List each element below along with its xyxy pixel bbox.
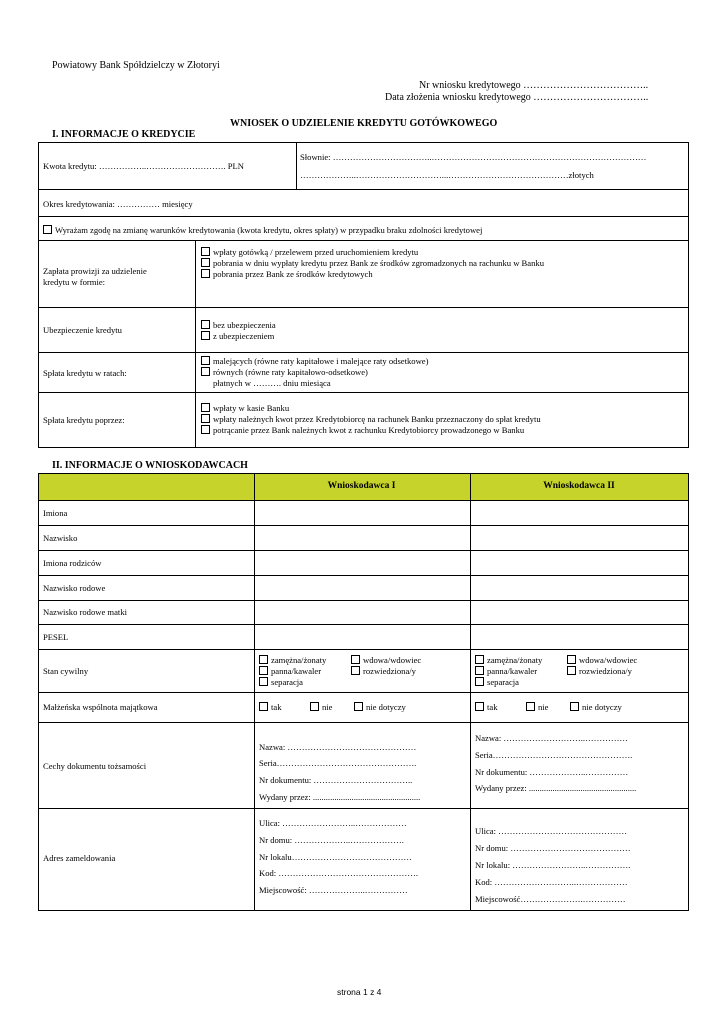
row-label: PESEL [43,632,69,642]
checkbox[interactable] [201,425,210,434]
installment-day-field[interactable]: płatnych w ………. dniu miesiąca [213,378,331,388]
applicant1-parents-names-input[interactable] [255,551,469,575]
consent-checkbox[interactable] [43,225,52,234]
postal-code-field[interactable]: Kod: ………………………..……………… [475,877,628,887]
marital-option[interactable]: rozwiedziona/y [351,666,416,676]
checkbox[interactable] [201,367,210,376]
marital-option[interactable]: panna/kawaler [475,666,537,676]
marital-option[interactable]: zamężna/żonaty [475,655,542,665]
checkbox[interactable] [475,666,484,675]
credit-amount-field[interactable]: Kwota kredytu: ……………..………………………. PLN [43,161,244,171]
checkbox[interactable] [259,702,268,711]
marital-option[interactable]: wdowa/wdowiec [567,655,637,665]
applicant2-birth-surname-input[interactable] [471,576,687,600]
marital-option[interactable]: separacja [475,677,519,687]
city-field[interactable]: Miejscowość………………….…………… [475,894,626,904]
checkbox[interactable] [201,258,210,267]
repayment-option[interactable]: potrącanie przez Bank należnych kwot z rachunku Kredytobiorcy prowadzonego w Banku [201,425,524,435]
marital-option[interactable]: rozwiedziona/y [567,666,632,676]
commission-label-1: Zapłata prowizji za udzielenie [43,266,147,276]
checkbox[interactable] [351,655,360,664]
page-number: strona 1 z 4 [337,987,382,997]
consent-checkbox-row[interactable]: Wyrażam zgodę na zmianę warunków kredytowania (kwota kredytu, okres spłaty) w przypadku braku zdolności kredytowej [43,225,482,235]
checkbox[interactable] [201,320,210,329]
id-name-field[interactable]: Nazwa: ………………………..…………… [475,733,629,743]
street-field[interactable]: Ulica: ……………………………………… [475,826,628,836]
checkbox[interactable] [259,677,268,686]
id-series-field[interactable]: Seria…………………………………………. [475,750,633,760]
flat-number-field[interactable]: Nr lokalu: ……………………..……………. [475,860,631,870]
marital-option[interactable]: wdowa/wdowiec [351,655,421,665]
applicant2-parents-names-input[interactable] [471,551,687,575]
insurance-option[interactable]: z ubezpieczeniem [201,331,274,341]
street-field[interactable]: Ulica: ……………………..……………… [259,818,407,828]
checkbox[interactable] [259,666,268,675]
id-number-field[interactable]: Nr dokumentu: ………………..…………… [475,767,629,777]
row-label: Nazwisko rodowe matki [43,607,128,617]
amount-in-words-line2[interactable]: ………………..…………………………...……………………………………złotych [300,170,594,180]
house-number-field[interactable]: Nr domu: …………………………………… [475,843,631,853]
checkbox[interactable] [259,655,268,664]
application-number: Nr wniosku kredytowego ……………………………….. [419,80,649,91]
row-label: Nazwisko [43,533,78,543]
applicant2-surname-input[interactable] [471,526,687,550]
row-label: Imiona [43,508,68,518]
property-option[interactable]: tak [259,702,282,712]
row-label: Imiona rodziców [43,558,102,568]
commission-option[interactable]: wpłaty gotówką / przelewem przed uruchomieniem kredytu [201,247,418,257]
id-issuer-field[interactable]: Wydany przez: .................................................. [259,792,421,802]
repayment-label: Spłata kredytu poprzez: [43,415,125,425]
property-option[interactable]: tak [475,702,498,712]
bank-name: Powiatowy Bank Spółdzielczy w Złotoryi [52,60,220,71]
marital-option[interactable]: panna/kawaler [259,666,321,676]
property-option[interactable]: nie dotyczy [354,702,406,712]
amount-in-words-line1[interactable]: Słownie: ……………………………..………………………………………………………………… [300,152,647,162]
checkbox[interactable] [310,702,319,711]
submission-date: Data złożenia wniosku kredytowego …………………………….. [385,92,649,103]
applicant1-birth-surname-input[interactable] [255,576,469,600]
checkbox[interactable] [475,677,484,686]
marital-status-label: Stan cywilny [43,666,89,676]
checkbox[interactable] [475,655,484,664]
checkbox[interactable] [201,331,210,340]
installments-option[interactable]: równych (równe raty kapitałowo-odsetkowe) [201,367,368,377]
checkbox[interactable] [526,702,535,711]
checkbox[interactable] [570,702,579,711]
marital-option[interactable]: separacja [259,677,303,687]
id-number-field[interactable]: Nr dokumentu: …………………………….. [259,775,413,785]
commission-option[interactable]: pobrania przez Bank ze środków kredytowych [201,269,373,279]
checkbox[interactable] [201,269,210,278]
flat-number-field[interactable]: Nr lokalu…………………………………… [259,852,413,862]
applicant2-header: Wnioskodawca II [543,481,615,491]
installments-label: Spłata kredytu w ratach: [43,368,127,378]
commission-label-2: kredytu w formie: [43,277,106,287]
applicant1-pesel-input[interactable] [255,625,469,649]
repayment-option[interactable]: wpłaty w kasie Banku [201,403,289,413]
property-option[interactable]: nie dotyczy [570,702,622,712]
checkbox[interactable] [567,666,576,675]
installments-option[interactable]: malejących (równe raty kapitałowe i malejące raty odsetkowe) [201,356,428,366]
checkbox[interactable] [567,655,576,664]
insurance-label: Ubezpieczenie kredytu [43,325,122,335]
checkbox[interactable] [475,702,484,711]
checkbox[interactable] [201,356,210,365]
property-option[interactable]: nie [526,702,549,712]
house-number-field[interactable]: Nr domu: ………………..………………. [259,835,404,845]
applicant1-mother-birth-surname-input[interactable] [255,601,469,624]
id-series-field[interactable]: Seria…………………………………………. [259,758,417,768]
id-issuer-field[interactable]: Wydany przez: .................................................. [475,783,637,793]
insurance-option[interactable]: bez ubezpieczenia [201,320,276,330]
main-title: WNIOSEK O UDZIELENIE KREDYTU GOTÓWKOWEGO [230,118,498,129]
applicant1-first-names-input[interactable] [255,501,469,525]
checkbox[interactable] [354,702,363,711]
id-document-label: Cechy dokumentu tożsamości [43,761,147,771]
city-field[interactable]: Miejscowość: ………………..…………… [259,885,408,895]
property-community-label: Małżeńska wspólnota majątkowa [43,702,158,712]
credit-period-field[interactable]: Okres kredytowania: …………… miesięcy [43,199,193,209]
applicant1-surname-input[interactable] [255,526,469,550]
repayment-option[interactable]: wpłaty należnych kwot przez Kredytobiorcę na rachunek Banku przeznaczony do spłat kredytu [201,414,541,424]
applicant1-header: Wnioskodawca I [327,481,396,491]
applicant2-pesel-input[interactable] [471,625,687,649]
commission-option[interactable]: pobrania w dniu wypłaty kredytu przez Bank ze środków zgromadzonych na rachunku w Banku [201,258,544,268]
checkbox[interactable] [201,403,210,412]
checkbox[interactable] [201,247,210,256]
id-name-field[interactable]: Nazwa: ……………………………………… [259,742,417,752]
row-label: Nazwisko rodowe [43,583,106,593]
property-option[interactable]: nie [310,702,333,712]
applicant2-first-names-input[interactable] [471,501,687,525]
section1-title: I. INFORMACJE O KREDYCIE [52,129,196,140]
marital-option[interactable]: zamężna/żonaty [259,655,326,665]
postal-code-field[interactable]: Kod: …………………………………………. [259,868,418,878]
registered-address-label: Adres zameldowania [43,853,116,863]
checkbox[interactable] [351,666,360,675]
checkbox[interactable] [201,414,210,423]
section2-title: II. INFORMACJE O WNIOSKODAWCACH [52,460,248,471]
applicant2-mother-birth-surname-input[interactable] [471,601,687,624]
